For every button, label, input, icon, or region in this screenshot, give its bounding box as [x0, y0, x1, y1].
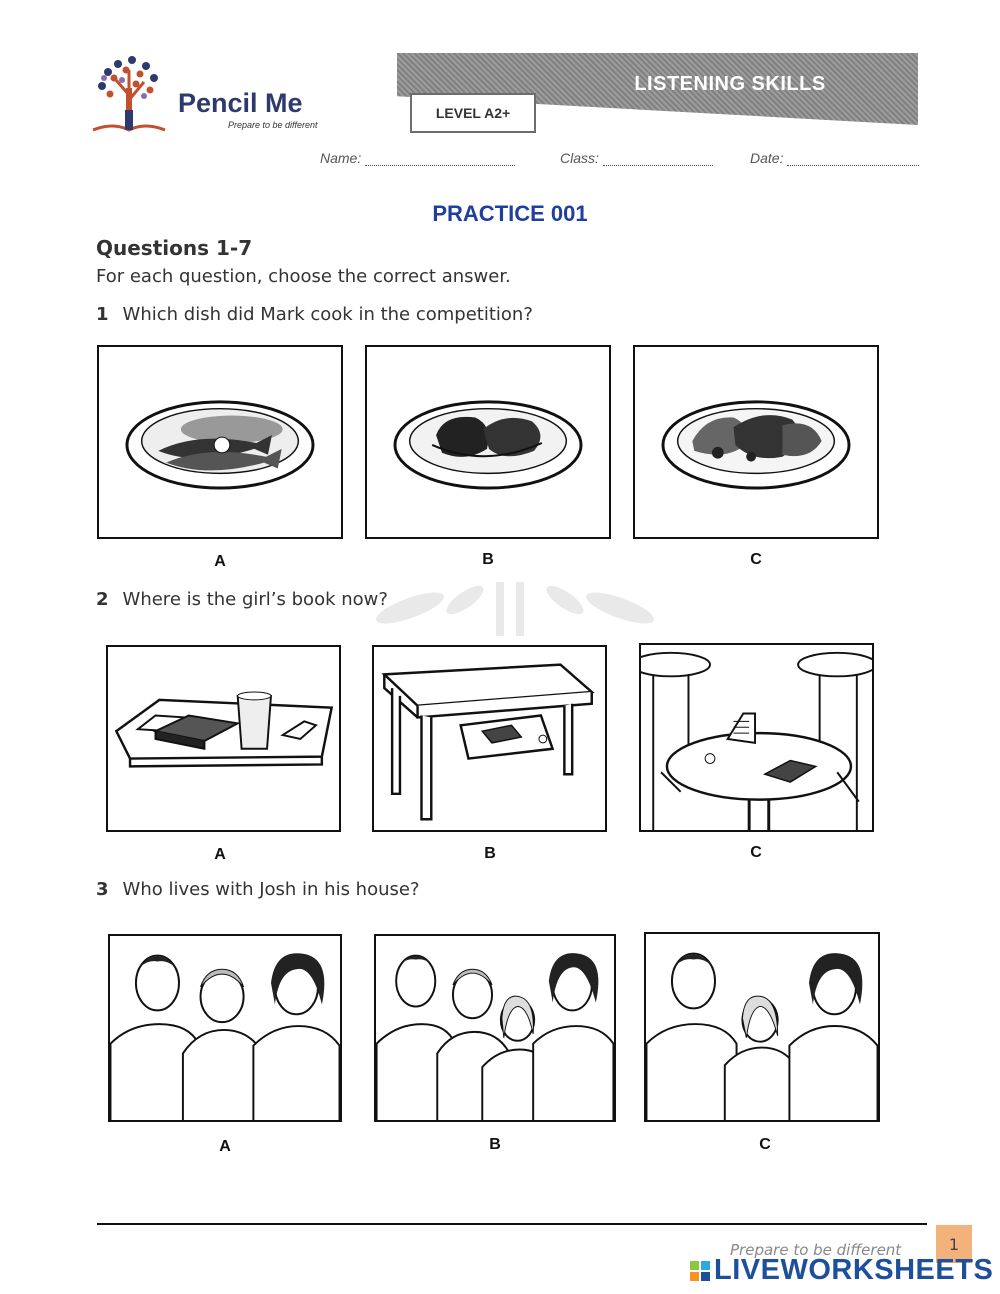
class-label: Class:: [560, 150, 599, 166]
tray-with-book-icon: [108, 647, 339, 830]
liveworksheets-text: LIVEWORKSHEETS: [714, 1254, 994, 1286]
section-heading: Questions 1-7: [96, 236, 253, 260]
level-badge: LEVEL A2+: [410, 93, 536, 133]
q3-option-a[interactable]: A: [219, 1138, 231, 1155]
liveworksheets-brand[interactable]: [690, 1254, 993, 1287]
q1-picture-a[interactable]: [97, 345, 343, 539]
q2-option-a[interactable]: A: [214, 846, 226, 863]
salad-dish-icon: [635, 347, 877, 537]
q1-picture-b[interactable]: [365, 345, 611, 539]
q2-picture-b[interactable]: [372, 645, 607, 832]
tree-logo-icon: [88, 50, 178, 140]
page-number: 1: [936, 1225, 972, 1263]
question-number: 2: [96, 589, 109, 610]
fish-dish-icon: [99, 347, 341, 537]
class-field[interactable]: [560, 150, 713, 166]
q1-option-a[interactable]: A: [214, 553, 226, 570]
question-text: Which dish did Mark cook in the competition?: [122, 304, 533, 325]
q3-option-b[interactable]: B: [489, 1136, 501, 1153]
cafe-table-book-icon: [641, 645, 872, 830]
question-number: 3: [96, 879, 109, 900]
q2-picture-c[interactable]: [639, 643, 874, 832]
q3-picture-c[interactable]: [644, 932, 880, 1122]
banner-title: LISTENING SKILLS: [634, 73, 826, 95]
q1-option-b[interactable]: B: [482, 551, 494, 568]
section-instruction: For each question, choose the correct answer.: [96, 266, 511, 287]
steak-dish-icon: [367, 347, 609, 537]
q1-picture-c[interactable]: [633, 345, 879, 539]
q3-picture-a[interactable]: [108, 934, 342, 1122]
question-number: 1: [96, 304, 109, 325]
q3-picture-b[interactable]: [374, 934, 616, 1122]
watermark-leaf-icon: [370, 578, 660, 640]
name-label: Name:: [320, 150, 362, 166]
question-3: [96, 879, 420, 900]
brand-tagline: Prepare to be different: [228, 120, 318, 130]
question-text: Where is the girl’s book now?: [122, 589, 388, 610]
family-man-grandmother-woman-icon: [110, 936, 340, 1120]
footer-divider: [97, 1223, 927, 1225]
q2-picture-a[interactable]: [106, 645, 341, 832]
liveworksheets-logo-icon: [690, 1261, 710, 1281]
date-label: Date:: [750, 150, 784, 166]
desk-drawer-book-icon: [374, 647, 605, 830]
date-field[interactable]: [750, 150, 919, 166]
question-1: [96, 304, 533, 325]
q2-option-b[interactable]: B: [484, 845, 496, 862]
q3-option-c[interactable]: C: [759, 1136, 771, 1153]
date-blank[interactable]: [787, 154, 919, 166]
q2-option-c[interactable]: C: [750, 844, 762, 861]
practice-title: PRACTICE 001: [432, 201, 588, 226]
name-blank[interactable]: [365, 154, 515, 166]
brand-name: Pencil Me: [178, 88, 303, 118]
pencil-me-logo: [88, 50, 328, 140]
question-2: [96, 589, 388, 610]
footer-tagline: Prepare to be different: [730, 1241, 902, 1259]
name-field[interactable]: [320, 150, 515, 166]
q1-option-c[interactable]: C: [750, 551, 762, 568]
question-text: Who lives with Josh in his house?: [122, 879, 420, 900]
class-blank[interactable]: [603, 154, 713, 166]
family-man-girl-woman-icon: [646, 934, 878, 1120]
family-man-grandmother-girl-woman-icon: [376, 936, 614, 1120]
